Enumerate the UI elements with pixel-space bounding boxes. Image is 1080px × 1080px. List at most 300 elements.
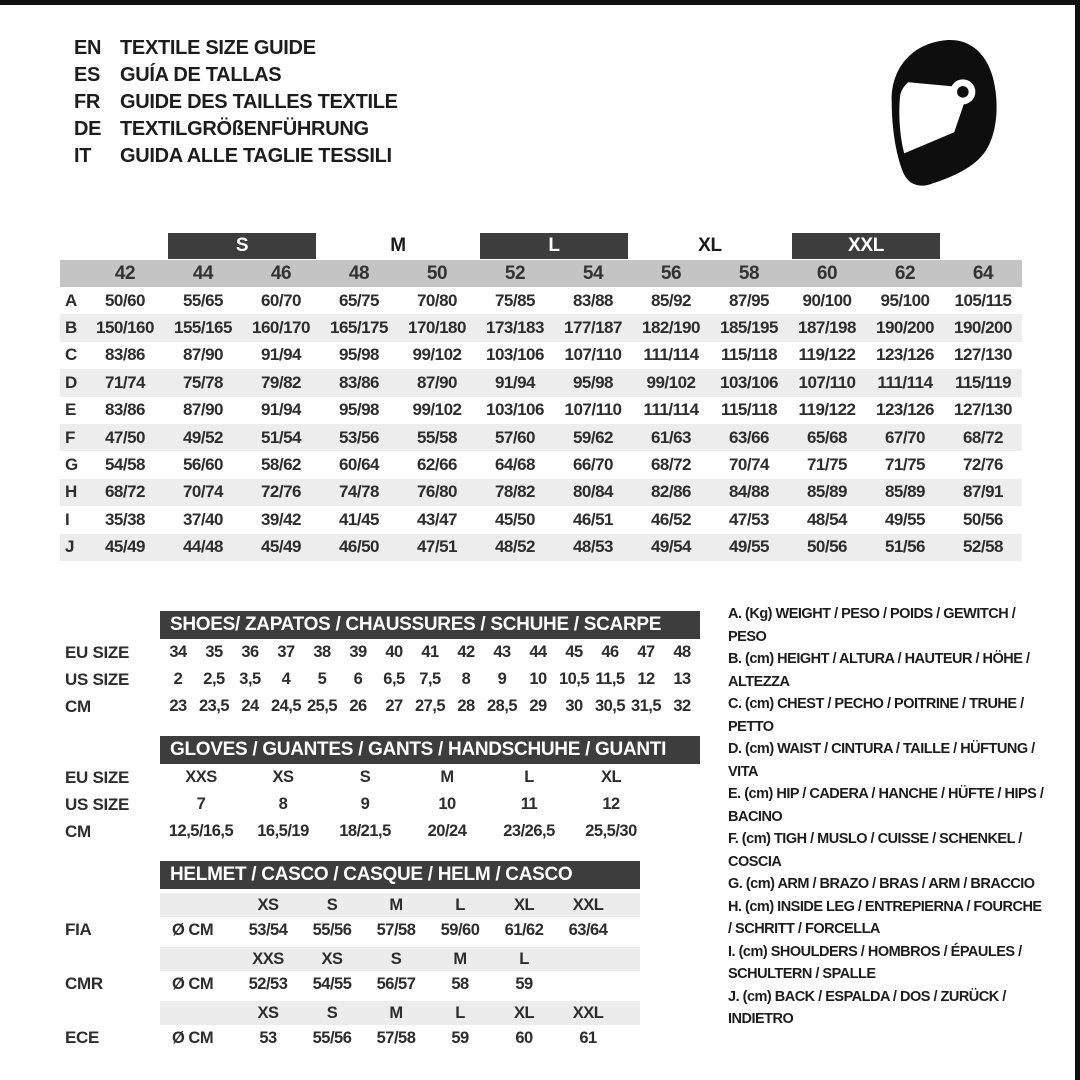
value-cell: 83/86	[338, 372, 380, 392]
measurement-row	[60, 451, 1022, 478]
helmet-size-row	[160, 947, 640, 971]
value-cell: 78/82	[494, 482, 536, 502]
legend-item: C. (cm) CHEST / PECHO / POITRINE / TRUHE / PETTO	[728, 696, 1024, 735]
value-cell: 45	[565, 643, 583, 661]
helmet-icon	[880, 37, 1012, 189]
value-cell: 46/52	[650, 509, 692, 529]
legend-item: J. (cm) BACK / ESPALDA / DOS / ZURÜCK / INDIETRO	[728, 988, 1006, 1027]
guide-title: GUIDE DES TAILLES TEXTILE	[120, 91, 398, 113]
value-cell: 61/63	[650, 427, 692, 447]
row-label: A	[65, 290, 77, 310]
unit-label: Ø CM	[172, 1028, 214, 1047]
value-cell: 41	[421, 643, 439, 661]
guide-title: TEXTILGRÖßENFÜHRUNG	[120, 118, 369, 140]
value-cell: 105/115	[954, 290, 1012, 310]
language-row	[74, 62, 398, 89]
value-cell: 10	[438, 795, 456, 813]
legend-item: I. (cm) SHOULDERS / HOMBROS / ÉPAULES / SCHULTERN / SPALLE	[728, 943, 1022, 982]
standard-label: CMR	[65, 974, 103, 993]
value-cell: 50/56	[962, 509, 1004, 529]
value-cell: 11	[520, 795, 538, 813]
value-cell: 2,5	[203, 670, 225, 688]
value-cell: 85/89	[884, 482, 926, 502]
value-cell: 4	[281, 670, 291, 688]
value-cell: 2	[173, 670, 183, 688]
value-cell: 60/64	[338, 455, 380, 475]
measurement-row	[60, 534, 1022, 561]
value-cell: M	[440, 768, 454, 786]
table-row	[60, 764, 770, 791]
value-cell: 35	[205, 643, 223, 661]
value-cell: 68/72	[962, 427, 1004, 447]
size-column-header: 60	[816, 262, 838, 284]
value-cell: 25,5/30	[585, 822, 637, 840]
value-cell: 62/66	[416, 455, 458, 475]
value-cell: 46/51	[572, 509, 614, 529]
value-cell: 8	[461, 670, 471, 688]
row-label: G	[65, 455, 78, 475]
value-cell: 177/187	[564, 318, 622, 338]
value-cell: 49/54	[650, 537, 692, 557]
value-cell: 10,5	[558, 670, 590, 688]
value-cell: 48/52	[494, 537, 536, 557]
size-header: S	[326, 1003, 338, 1022]
value-cell: 24	[241, 697, 259, 715]
textile-size-table	[60, 232, 1022, 561]
value-cell: 182/190	[642, 318, 700, 338]
size-column-header: 54	[582, 262, 604, 284]
value-cell: 52/58	[962, 537, 1004, 557]
value-cell: 91/94	[260, 400, 302, 420]
value-cell: 111/114	[643, 400, 699, 420]
value-cell: 64/68	[494, 455, 536, 475]
language-code: ES	[74, 64, 101, 86]
legend-item: D. (cm) WAIST / CINTURA / TAILLE / HÜFTUNG / VITA	[728, 741, 1035, 780]
size-group-s: S	[168, 233, 316, 259]
value-cell: 49/55	[728, 537, 770, 557]
value-cell: 84/88	[728, 482, 770, 502]
value-cell: 7	[196, 795, 206, 813]
value-cell: 45/50	[494, 509, 536, 529]
value-cell: XL	[600, 768, 622, 786]
unit-label: Ø CM	[172, 920, 214, 939]
value-cell: 87/90	[182, 345, 224, 365]
value-cell: 61	[579, 1028, 597, 1047]
row-label: CM	[65, 696, 91, 716]
measurement-row	[60, 397, 1022, 424]
value-cell: 67/70	[884, 427, 926, 447]
row-label: CM	[65, 821, 91, 841]
size-header: L	[455, 895, 465, 914]
value-cell: 46/50	[338, 537, 380, 557]
value-cell: 27,5	[414, 697, 446, 715]
value-cell: 107/110	[798, 372, 856, 392]
value-cell: 95/100	[880, 290, 930, 310]
size-header: L	[519, 949, 529, 968]
value-cell: 79/82	[260, 372, 302, 392]
value-cell: 34	[169, 643, 187, 661]
size-column-header: 64	[972, 262, 994, 284]
size-header: XXL	[572, 1003, 604, 1022]
size-column-header: 48	[348, 262, 370, 284]
value-cell: 91/94	[260, 345, 302, 365]
value-cell: 36	[241, 643, 259, 661]
value-cell: 50/60	[104, 290, 146, 310]
helmet-value-row	[60, 1025, 640, 1051]
value-cell: 12	[637, 670, 655, 688]
value-cell: 87/95	[728, 290, 770, 310]
value-cell: 56/60	[182, 455, 224, 475]
language-row	[74, 35, 398, 62]
gloves-size-table	[60, 736, 770, 845]
value-cell: 6,5	[383, 670, 405, 688]
measurement-row	[60, 506, 1022, 533]
measurement-row	[60, 424, 1022, 451]
value-cell: 185/195	[720, 318, 778, 338]
language-row	[74, 116, 398, 143]
row-label: EU SIZE	[65, 767, 130, 787]
row-label: E	[65, 400, 77, 420]
value-cell: 95/98	[338, 345, 380, 365]
value-cell: 12,5/16,5	[168, 822, 234, 840]
gloves-table-title: GLOVES / GUANTES / GANTS / HANDSCHUHE / GUANTI	[160, 736, 700, 764]
table-row	[60, 666, 770, 693]
row-label: US SIZE	[65, 794, 130, 814]
value-cell: 45/49	[260, 537, 302, 557]
value-cell: 29	[529, 697, 547, 715]
value-cell: 63/66	[728, 427, 770, 447]
value-cell: 43/47	[416, 509, 458, 529]
value-cell: 47	[637, 643, 655, 661]
size-header: XS	[257, 1003, 279, 1022]
value-cell: 95/98	[338, 400, 380, 420]
value-cell: 115/119	[954, 372, 1012, 392]
value-cell: 115/118	[720, 345, 778, 365]
value-cell: 71/75	[884, 455, 926, 475]
value-cell: 47/50	[104, 427, 146, 447]
value-cell: 58	[451, 974, 469, 993]
size-header: M	[389, 1003, 403, 1022]
value-cell: 173/183	[486, 318, 544, 338]
value-cell: 190/200	[876, 318, 934, 338]
size-group-spacer	[86, 233, 164, 259]
value-cell: 68/72	[650, 455, 692, 475]
value-cell: XXS	[185, 768, 217, 786]
value-cell: 52/53	[248, 974, 288, 993]
value-cell: 39	[349, 643, 367, 661]
value-cell: 61/62	[504, 920, 544, 939]
value-cell: 55/56	[312, 920, 352, 939]
value-cell: 83/86	[104, 400, 146, 420]
value-cell: 31,5	[630, 697, 662, 715]
value-cell: 111/114	[643, 345, 699, 365]
value-cell: 44/48	[182, 537, 224, 557]
value-cell: 103/106	[486, 345, 544, 365]
helmet-size-row	[160, 1001, 640, 1025]
value-cell: 99/102	[412, 400, 462, 420]
value-cell: 115/118	[720, 400, 778, 420]
size-header: M	[389, 895, 403, 914]
value-cell: 51/54	[260, 427, 302, 447]
legend-item: F. (cm) TIGH / MUSLO / CUISSE / SCHENKEL / COSCIA	[728, 831, 1022, 870]
value-cell: 55/65	[182, 290, 224, 310]
value-cell: 8	[278, 795, 288, 813]
value-cell: 68/72	[104, 482, 146, 502]
shoes-table-title: SHOES/ ZAPATOS / CHAUSSURES / SCHUHE / SCARPE	[160, 611, 700, 639]
value-cell: 90/100	[802, 290, 852, 310]
value-cell: 30	[565, 697, 583, 715]
measurement-row	[60, 369, 1022, 396]
measurement-row	[60, 314, 1022, 341]
helmet-table-title: HELMET / CASCO / CASQUE / HELM / CASCO	[160, 861, 640, 889]
size-group-xxl: XXL	[792, 233, 940, 259]
value-cell: 87/90	[182, 400, 224, 420]
size-group-spacer	[944, 233, 1022, 259]
value-cell: 103/106	[720, 372, 778, 392]
value-cell: 70/74	[728, 455, 770, 475]
size-number-row	[60, 260, 1022, 287]
value-cell: 111/114	[877, 372, 933, 392]
legend-item: H. (cm) INSIDE LEG / ENTREPIERNA / FOURCHE / SCHRITT / FORCELLA	[728, 898, 1042, 937]
value-cell: 127/130	[954, 345, 1012, 365]
row-label: I	[65, 509, 70, 529]
value-cell: 60	[515, 1028, 533, 1047]
value-cell: 107/110	[564, 400, 622, 420]
value-cell: 72/76	[962, 455, 1004, 475]
value-cell: 75/78	[182, 372, 224, 392]
row-label: EU SIZE	[65, 642, 130, 662]
value-cell: 47/51	[416, 537, 458, 557]
size-header: M	[453, 949, 467, 968]
value-cell: 75/85	[494, 290, 536, 310]
value-cell: 91/94	[494, 372, 536, 392]
value-cell: 23,5	[198, 697, 230, 715]
value-cell: 99/102	[412, 345, 462, 365]
language-code: DE	[74, 118, 102, 140]
value-cell: 39/42	[260, 509, 302, 529]
value-cell: 6	[353, 670, 363, 688]
value-cell: 165/175	[330, 318, 388, 338]
value-cell: 28	[457, 697, 475, 715]
value-cell: 9	[360, 795, 370, 813]
row-label: F	[65, 427, 76, 447]
value-cell: 47/53	[728, 509, 770, 529]
value-cell: 37/40	[182, 509, 224, 529]
standard-label: ECE	[65, 1028, 100, 1047]
size-column-header: 42	[114, 262, 136, 284]
value-cell: 37	[277, 643, 295, 661]
size-column-header: 44	[192, 262, 214, 284]
value-cell: 83/88	[572, 290, 614, 310]
value-cell: 127/130	[954, 400, 1012, 420]
measurement-row	[60, 479, 1022, 506]
size-header: XXL	[572, 895, 604, 914]
table-row	[60, 818, 770, 845]
language-row	[74, 143, 398, 170]
language-code: IT	[74, 145, 92, 167]
value-cell: 54/55	[312, 974, 352, 993]
size-header: XS	[257, 895, 279, 914]
table-row	[60, 791, 770, 818]
legend-item: E. (cm) HIP / CADERA / HANCHE / HÜFTE / HIPS / BACINO	[728, 786, 1044, 825]
value-cell: 48/53	[572, 537, 614, 557]
value-cell: 119/122	[798, 345, 856, 365]
value-cell: 42	[457, 643, 475, 661]
value-cell: S	[359, 768, 371, 786]
value-cell: 5	[317, 670, 327, 688]
value-cell: 57/58	[376, 1028, 416, 1047]
value-cell: 70/80	[416, 290, 458, 310]
shoes-size-table	[60, 611, 770, 720]
value-cell: 72/76	[260, 482, 302, 502]
helmet-value-row	[60, 917, 640, 943]
guide-title: TEXTILE SIZE GUIDE	[120, 37, 316, 59]
value-cell: 9	[497, 670, 507, 688]
value-cell: 53/54	[248, 920, 288, 939]
row-label: US SIZE	[65, 669, 130, 689]
value-cell: 53	[259, 1028, 277, 1047]
row-label: J	[65, 537, 75, 557]
helmet-value-row	[60, 971, 640, 997]
value-cell: 170/180	[408, 318, 466, 338]
value-cell: 48	[673, 643, 691, 661]
value-cell: 10	[529, 670, 547, 688]
row-label: D	[65, 372, 77, 392]
value-cell: XS	[272, 768, 294, 786]
value-cell: 49/55	[884, 509, 926, 529]
value-cell: 74/78	[338, 482, 380, 502]
legend-item: A. (Kg) WEIGHT / PESO / POIDS / GEWITCH / PESO	[728, 606, 1016, 645]
value-cell: 59	[515, 974, 533, 993]
value-cell: 99/102	[646, 372, 696, 392]
guide-title: GUÍA DE TALLAS	[120, 64, 282, 86]
value-cell: 11,5	[595, 670, 625, 688]
value-cell: 35/38	[104, 509, 146, 529]
language-title-list	[74, 35, 398, 170]
row-label: B	[65, 318, 77, 338]
value-cell: 51/56	[884, 537, 926, 557]
value-cell: 155/165	[174, 318, 232, 338]
value-cell: 71/74	[104, 372, 146, 392]
value-cell: 76/80	[416, 482, 458, 502]
value-cell: 18/21,5	[339, 822, 391, 840]
size-column-header: 46	[270, 262, 292, 284]
size-column-header: 52	[504, 262, 526, 284]
value-cell: 65/75	[338, 290, 380, 310]
value-cell: 83/86	[104, 345, 146, 365]
row-label: H	[65, 482, 77, 502]
helmet-size-row	[160, 893, 640, 917]
size-header: XXS	[252, 949, 284, 968]
value-cell: 87/91	[962, 482, 1004, 502]
value-cell: 32	[673, 697, 691, 715]
value-cell: 12	[602, 795, 620, 813]
value-cell: 71/75	[806, 455, 848, 475]
row-label: C	[65, 345, 77, 365]
value-cell: 119/122	[798, 400, 856, 420]
value-cell: 85/89	[806, 482, 848, 502]
language-row	[74, 89, 398, 116]
value-cell: 58/62	[260, 455, 302, 475]
value-cell: 85/92	[650, 290, 692, 310]
size-header: XL	[513, 1003, 535, 1022]
size-header: S	[326, 895, 338, 914]
size-group-m: M	[390, 235, 406, 256]
value-cell: 16,5/19	[257, 822, 309, 840]
value-cell: 190/200	[954, 318, 1012, 338]
value-cell: 107/110	[564, 345, 622, 365]
value-cell: 55/56	[312, 1028, 352, 1047]
value-cell: 150/160	[96, 318, 154, 338]
value-cell: 7,5	[419, 670, 441, 688]
size-column-header: 62	[894, 262, 916, 284]
value-cell: 82/86	[650, 482, 692, 502]
value-cell: 54/58	[104, 455, 146, 475]
value-cell: 41/45	[338, 509, 380, 529]
value-cell: 24,5	[270, 697, 302, 715]
value-cell: L	[524, 768, 534, 786]
value-cell: 46	[601, 643, 619, 661]
value-cell: 38	[313, 643, 331, 661]
table-row	[60, 639, 770, 666]
legend-item: B. (cm) HEIGHT / ALTURA / HAUTEUR / HÖHE / ALTEZZA	[728, 651, 1030, 690]
value-cell: 160/170	[252, 318, 310, 338]
value-cell: 59/60	[440, 920, 480, 939]
value-cell: 60/70	[260, 290, 302, 310]
size-column-header: 50	[426, 262, 448, 284]
size-group-xl: XL	[698, 235, 722, 256]
value-cell: 30,5	[594, 697, 626, 715]
size-header: XL	[513, 895, 535, 914]
value-cell: 87/90	[416, 372, 458, 392]
value-cell: 45/49	[104, 537, 146, 557]
unit-label: Ø CM	[172, 974, 214, 993]
value-cell: 26	[349, 697, 367, 715]
value-cell: 44	[529, 643, 547, 661]
standard-label: FIA	[65, 920, 92, 939]
legend-item: G. (cm) ARM / BRAZO / BRAS / ARM / BRACCIO	[728, 876, 1035, 892]
measurement-row	[60, 287, 1022, 314]
size-column-header: 56	[660, 262, 682, 284]
guide-title: GUIDA ALLE TAGLIE TESSILI	[120, 145, 392, 167]
value-cell: 123/126	[876, 400, 934, 420]
value-cell: 65/68	[806, 427, 848, 447]
value-cell: 49/52	[182, 427, 224, 447]
value-cell: 95/98	[572, 372, 614, 392]
measurement-legend	[728, 603, 1046, 1031]
value-cell: 80/84	[572, 482, 614, 502]
helmet-size-table	[60, 861, 640, 1051]
value-cell: 43	[493, 643, 511, 661]
size-group-spacer	[60, 233, 86, 259]
value-cell: 3,5	[239, 670, 261, 688]
value-cell: 187/198	[798, 318, 856, 338]
value-cell: 103/106	[486, 400, 544, 420]
size-column-header: 58	[738, 262, 760, 284]
value-cell: 53/56	[338, 427, 380, 447]
size-group-row	[60, 232, 1022, 260]
size-group-l: L	[480, 233, 628, 259]
value-cell: 20/24	[427, 822, 467, 840]
value-cell: 123/126	[876, 345, 934, 365]
value-cell: 70/74	[182, 482, 224, 502]
value-cell: 28,5	[486, 697, 518, 715]
value-cell: 63/64	[568, 920, 608, 939]
value-cell: 57/58	[376, 920, 416, 939]
value-cell: 25,5	[306, 697, 338, 715]
language-code: FR	[74, 91, 101, 113]
size-header: L	[455, 1003, 465, 1022]
